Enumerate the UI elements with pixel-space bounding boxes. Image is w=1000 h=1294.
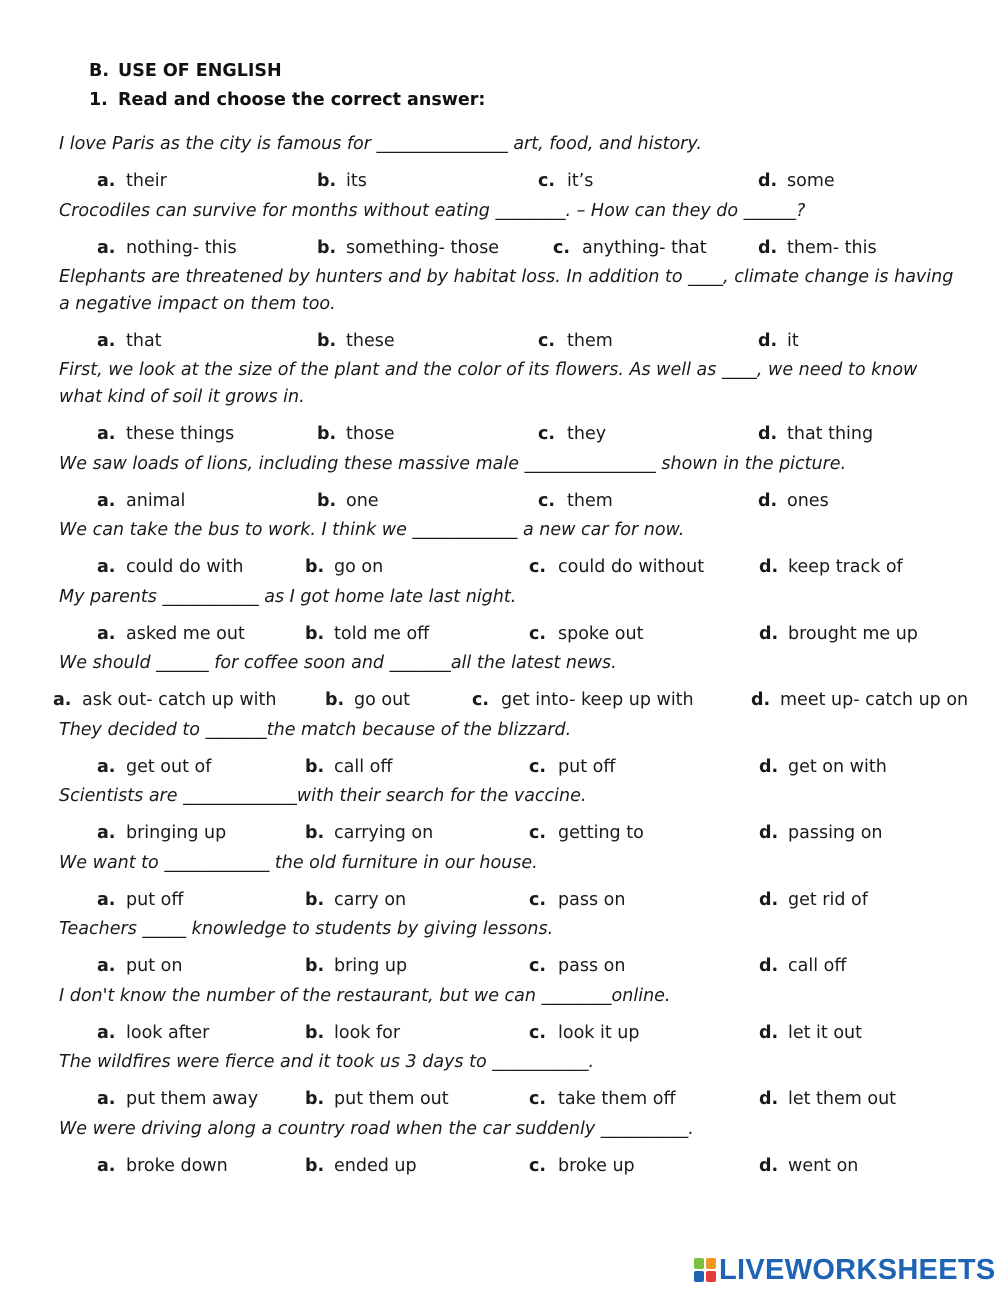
answer-option[interactable]	[538, 491, 613, 511]
option-text: go out	[354, 690, 411, 710]
answer-option[interactable]	[529, 624, 643, 644]
option-letter: b.	[305, 1089, 325, 1109]
answer-option[interactable]	[529, 890, 625, 910]
option-text: let them out	[788, 1089, 897, 1109]
answer-option[interactable]	[529, 757, 615, 777]
option-text: those	[346, 424, 395, 444]
answer-option[interactable]	[758, 331, 799, 351]
option-text: pass on	[558, 956, 626, 976]
option-text: its	[346, 171, 367, 191]
question-text: My parents ___________ as I got home late last night.	[59, 587, 517, 607]
answer-option[interactable]	[529, 557, 704, 577]
option-text: take them off	[558, 1089, 676, 1109]
option-text: that	[126, 331, 162, 351]
answer-option[interactable]	[317, 424, 395, 444]
option-text: broke down	[126, 1156, 228, 1176]
option-letter: c.	[529, 890, 547, 910]
option-text: brought me up	[788, 624, 918, 644]
option-letter: d.	[759, 890, 779, 910]
answer-option[interactable]	[758, 238, 877, 258]
answer-option[interactable]	[325, 690, 410, 710]
option-text: put off	[126, 890, 184, 910]
answer-option[interactable]	[97, 823, 226, 843]
option-text: it	[787, 331, 799, 351]
answer-option[interactable]	[97, 956, 182, 976]
answer-option[interactable]	[97, 757, 211, 777]
option-letter: d.	[759, 624, 779, 644]
answer-option[interactable]	[759, 823, 883, 843]
answer-option[interactable]	[97, 890, 183, 910]
option-letter: d.	[758, 424, 778, 444]
answer-option[interactable]	[759, 757, 887, 777]
option-text: get into- keep up with	[501, 690, 694, 710]
option-letter: a.	[97, 956, 116, 976]
answer-option[interactable]	[759, 1023, 862, 1043]
option-letter: b.	[325, 690, 345, 710]
option-letter: d.	[758, 491, 778, 511]
question-text: Crocodiles can survive for months without eating ________. – How can they do ______?	[59, 201, 806, 221]
option-letter: d.	[758, 331, 778, 351]
answer-option[interactable]	[305, 624, 429, 644]
option-text: it’s	[567, 171, 594, 191]
option-letter: d.	[751, 690, 771, 710]
option-text: get rid of	[788, 890, 868, 910]
option-text: call off	[334, 757, 393, 777]
option-letter: c.	[529, 823, 547, 843]
option-letter: a.	[97, 1089, 116, 1109]
answer-option[interactable]	[97, 1089, 258, 1109]
answer-option[interactable]	[751, 690, 968, 710]
option-letter: c.	[538, 171, 556, 191]
section-letter: B.	[89, 61, 109, 81]
option-text: ended up	[334, 1156, 417, 1176]
answer-option[interactable]	[538, 171, 593, 191]
option-text: nothing- this	[126, 238, 237, 258]
option-text: something- those	[346, 238, 500, 258]
question-text: The wildfires were fierce and it took us 3 days to ___________.	[59, 1052, 595, 1072]
answer-option[interactable]	[529, 956, 625, 976]
option-text: get out of	[126, 757, 212, 777]
option-letter: c.	[529, 1156, 547, 1176]
option-letter: b.	[305, 757, 325, 777]
option-text: get on with	[788, 757, 887, 777]
question-text: First, we look at the size of the plant and the color of its flowers. As well as ____, we need to know what kind of soil it grows in.	[59, 360, 918, 407]
option-text: could do with	[126, 557, 244, 577]
answer-option[interactable]	[305, 890, 406, 910]
answer-option[interactable]	[305, 1089, 449, 1109]
option-text: broke up	[558, 1156, 635, 1176]
option-letter: c.	[538, 491, 556, 511]
answer-option[interactable]	[97, 624, 245, 644]
option-text: getting to	[558, 823, 644, 843]
option-letter: b.	[305, 890, 325, 910]
option-letter: c.	[538, 424, 556, 444]
question-text: We saw loads of lions, including these massive male _______________ shown in the picture.	[59, 454, 847, 474]
question-text: They decided to _______the match because of the blizzard.	[59, 720, 572, 740]
answer-option[interactable]	[529, 1156, 635, 1176]
option-letter: a.	[97, 557, 116, 577]
option-text: put off	[558, 757, 616, 777]
option-text: animal	[126, 491, 186, 511]
logo-text: LIVEWORKSHEETS	[719, 1254, 996, 1286]
option-letter: b.	[317, 171, 337, 191]
option-text: ask out- catch up with	[82, 690, 277, 710]
option-text: spoke out	[558, 624, 644, 644]
option-letter: b.	[305, 823, 325, 843]
option-text: anything- that	[582, 238, 707, 258]
answer-option[interactable]	[758, 424, 873, 444]
answer-option[interactable]	[97, 557, 243, 577]
option-letter: a.	[97, 1023, 116, 1043]
option-letter: d.	[758, 171, 778, 191]
option-text: keep track of	[788, 557, 903, 577]
question-text: We were driving along a country road when the car suddenly __________.	[59, 1119, 694, 1139]
option-text: these things	[126, 424, 235, 444]
answer-option[interactable]	[758, 171, 835, 191]
option-text: passing on	[788, 823, 883, 843]
question-text: I love Paris as the city is famous for _______________ art, food, and history.	[59, 134, 702, 154]
option-letter: b.	[305, 624, 325, 644]
option-letter: b.	[317, 491, 337, 511]
option-text: they	[567, 424, 607, 444]
option-text: that thing	[787, 424, 874, 444]
option-letter: d.	[759, 1089, 779, 1109]
answer-option[interactable]	[97, 491, 185, 511]
option-text: them	[567, 491, 613, 511]
option-letter: a.	[97, 823, 116, 843]
option-text: these	[346, 331, 395, 351]
answer-option[interactable]	[759, 890, 868, 910]
task-number: 1.	[89, 90, 108, 110]
answer-option[interactable]	[97, 238, 237, 258]
question-text: We want to ____________ the old furniture in our house.	[59, 853, 538, 873]
option-letter: b.	[305, 1156, 325, 1176]
answer-option[interactable]	[529, 823, 644, 843]
option-text: some	[787, 171, 835, 191]
answer-option[interactable]	[305, 1023, 400, 1043]
option-text: bring up	[334, 956, 408, 976]
option-text: put them away	[126, 1089, 259, 1109]
option-letter: a.	[97, 757, 116, 777]
option-text: pass on	[558, 890, 626, 910]
question-text: Scientists are _____________with their search for the vaccine.	[59, 786, 587, 806]
option-text: look for	[334, 1023, 401, 1043]
option-letter: a.	[97, 171, 116, 191]
option-text: put them out	[334, 1089, 449, 1109]
option-letter: a.	[97, 1156, 116, 1176]
answer-option[interactable]	[553, 238, 707, 258]
option-text: carry on	[334, 890, 407, 910]
answer-option[interactable]	[759, 557, 903, 577]
option-letter: a.	[97, 890, 116, 910]
option-text: put on	[126, 956, 183, 976]
answer-option[interactable]	[305, 557, 383, 577]
option-letter: a.	[97, 624, 116, 644]
answer-option[interactable]	[305, 956, 407, 976]
answer-option[interactable]	[538, 424, 606, 444]
option-text: let it out	[788, 1023, 862, 1043]
question-text: We can take the bus to work. I think we ____________ a new car for now.	[59, 520, 685, 540]
option-letter: c.	[529, 557, 547, 577]
answer-option[interactable]	[529, 1089, 676, 1109]
option-letter: d.	[759, 757, 779, 777]
question-text: Elephants are threatened by hunters and by habitat loss. In addition to ____, climate change is having a negative impact on them too.	[59, 267, 954, 314]
option-text: look it up	[558, 1023, 640, 1043]
option-text: went on	[788, 1156, 859, 1176]
answer-option[interactable]	[97, 1023, 209, 1043]
option-text: their	[126, 171, 167, 191]
option-letter: b.	[317, 331, 337, 351]
option-letter: b.	[305, 1023, 325, 1043]
answer-option[interactable]	[97, 171, 167, 191]
option-text: call off	[788, 956, 847, 976]
answer-option[interactable]	[305, 823, 433, 843]
answer-option[interactable]	[317, 171, 367, 191]
option-letter: c.	[529, 1023, 547, 1043]
answer-option[interactable]	[759, 624, 918, 644]
question-text: I don't know the number of the restaurant, but we can ________online.	[59, 986, 671, 1006]
answer-option[interactable]	[529, 1023, 639, 1043]
option-letter: c.	[529, 757, 547, 777]
answer-option[interactable]	[758, 491, 829, 511]
liveworksheets-logo	[694, 1256, 996, 1284]
answer-option[interactable]	[317, 331, 395, 351]
option-letter: a.	[97, 238, 116, 258]
option-letter: d.	[759, 1156, 779, 1176]
option-text: asked me out	[126, 624, 245, 644]
option-letter: b.	[317, 238, 337, 258]
logo-mark-icon	[694, 1258, 716, 1282]
question-text: We should ______ for coffee soon and _______all the latest news.	[59, 653, 617, 673]
option-letter: d.	[759, 956, 779, 976]
task-title: Read and choose the correct answer:	[118, 90, 486, 110]
section-title: USE OF ENGLISH	[118, 61, 282, 81]
option-letter: c.	[529, 1089, 547, 1109]
answer-option[interactable]	[759, 1156, 858, 1176]
answer-option[interactable]	[305, 1156, 417, 1176]
answer-option[interactable]	[317, 491, 379, 511]
answer-option[interactable]	[97, 331, 162, 351]
answer-option[interactable]	[759, 1089, 896, 1109]
option-text: carrying on	[334, 823, 434, 843]
answer-option[interactable]	[305, 757, 392, 777]
answer-option[interactable]	[759, 956, 846, 976]
option-text: them- this	[787, 238, 877, 258]
option-letter: c.	[538, 331, 556, 351]
option-letter: b.	[317, 424, 337, 444]
answer-option[interactable]	[97, 424, 234, 444]
option-text: meet up- catch up on	[780, 690, 969, 710]
option-letter: d.	[759, 1023, 779, 1043]
option-letter: d.	[758, 238, 778, 258]
option-letter: d.	[759, 557, 779, 577]
option-letter: c.	[472, 690, 490, 710]
option-letter: c.	[529, 624, 547, 644]
option-text: told me off	[334, 624, 430, 644]
option-letter: c.	[529, 956, 547, 976]
option-letter: c.	[553, 238, 571, 258]
option-text: go on	[334, 557, 384, 577]
option-letter: b.	[305, 557, 325, 577]
option-text: look after	[126, 1023, 210, 1043]
answer-option[interactable]	[53, 690, 276, 710]
option-letter: d.	[759, 823, 779, 843]
answer-option[interactable]	[472, 690, 694, 710]
option-text: could do without	[558, 557, 705, 577]
answer-option[interactable]	[538, 331, 613, 351]
option-text: bringing up	[126, 823, 227, 843]
question-text: Teachers _____ knowledge to students by giving lessons.	[59, 919, 554, 939]
answer-option[interactable]	[317, 238, 499, 258]
option-text: ones	[787, 491, 829, 511]
option-letter: b.	[305, 956, 325, 976]
answer-option[interactable]	[97, 1156, 228, 1176]
option-text: one	[346, 491, 379, 511]
option-letter: a.	[97, 331, 116, 351]
option-text: them	[567, 331, 613, 351]
option-letter: a.	[97, 491, 116, 511]
option-letter: a.	[53, 690, 72, 710]
option-letter: a.	[97, 424, 116, 444]
